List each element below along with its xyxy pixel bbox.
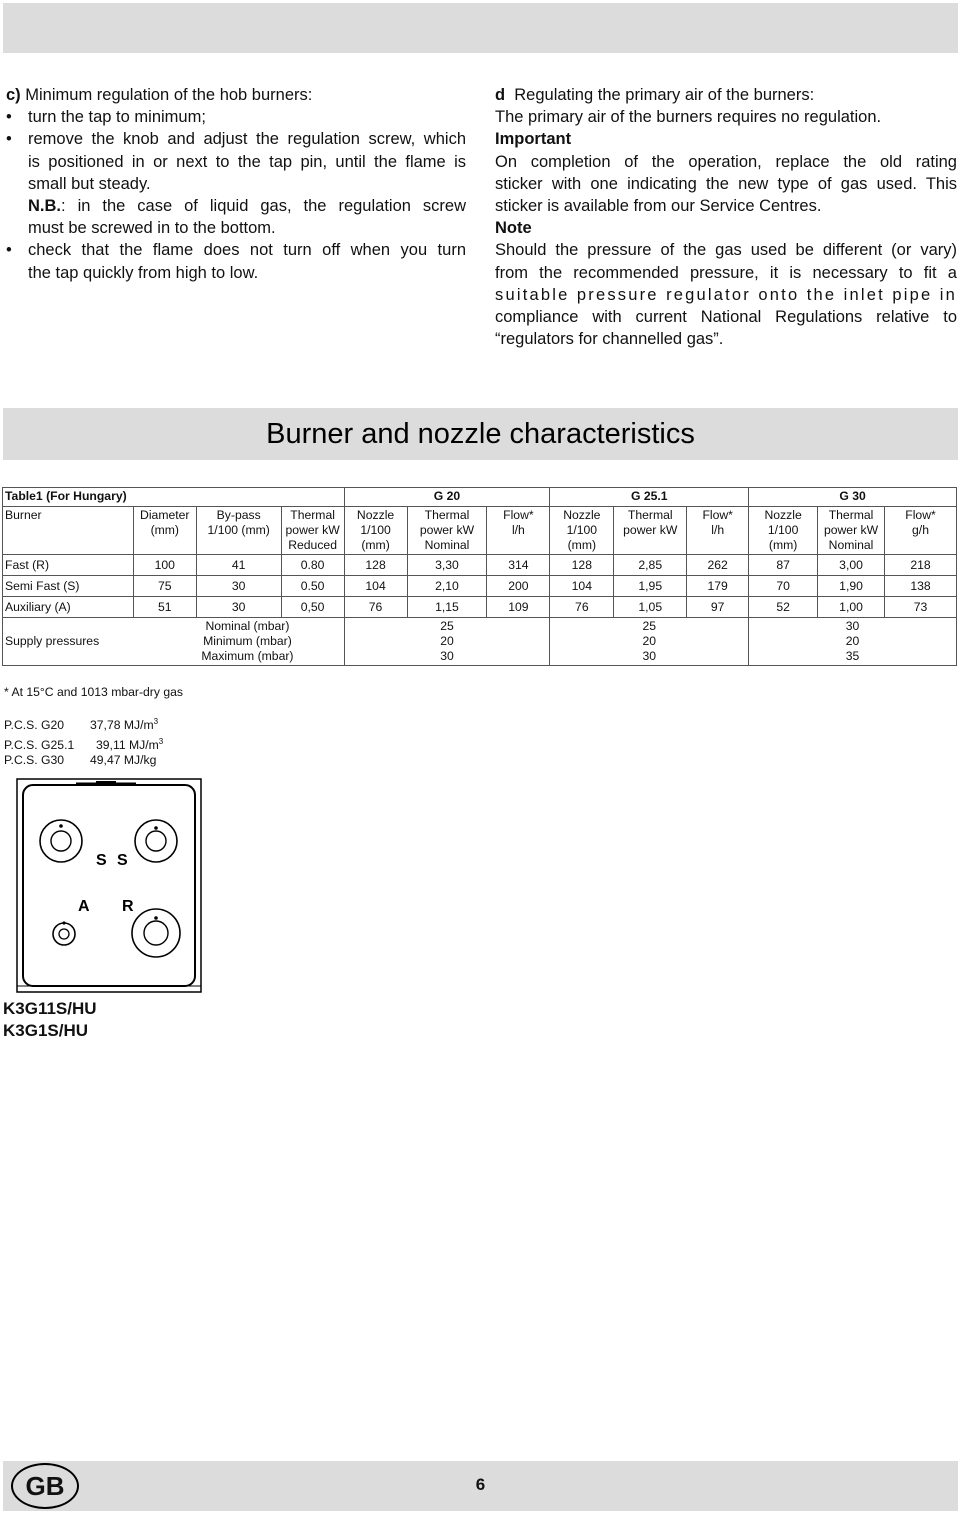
pcs-row: P.C.S. G20 37,78 $MJ/m^3$ [4,717,159,733]
left-heading: c) Minimum regulation of the hob burners: [6,86,313,104]
bullet-item: • check that the flame does not turn off when you turn [6,241,466,260]
hob-label-s: S [117,852,128,869]
top-header-bar [3,3,958,53]
hob-label-s: S [96,852,107,869]
nb-note: N.B.: in the case of liquid gas, the regulation screw [28,197,466,216]
right-column: d Regulating the primary air of the burners: The primary air of the burners requires no regulation. Important On completion of the operation, replace the old rating sticker with one indicating the new type of gas used. This sticker is available from our Service Centres. Note Should the pressure of the gas used be different (or vary) from the recommended pressure, it is necessary to fit a suitable pressure regulator onto the inlet pipe in compliance with current National Regulations relative to “regulators for channelled gas”. [495,86,957,349]
model-name: K3G1S/HU [3,1021,89,1040]
burner-bottom-right [132,909,180,957]
section-title: Burner and nozzle characteristics [266,417,695,450]
note-label: Note [495,219,532,238]
footnote: * At 15°C and 1013 mbar-dry gas [4,685,183,699]
hob-label-a: A [78,898,90,915]
bullet-item: • remove the knob and adjust the regulation screw, which [6,130,466,149]
left-column: c) Minimum regulation of the hob burners: • turn the tap to minimum; • remove the knob and adjust the regulation screw, which is positioned in or next to the tap pin, until the flame is small but steady. N.B.: in the case of liquid gas, the regulation screw must be screwed in to the bottom. • check that the flame does not turn off when you turn the tap quickly from high to low. [6,86,466,282]
model-list [3,998,97,1042]
gas-group-g30: G 30 [749,488,957,507]
hob-diagram [16,778,202,993]
pcs-values [4,714,163,769]
bullet-item: • turn the tap to minimum; [6,108,206,127]
page-number: 6 [475,1475,486,1494]
burner-top-left [40,820,82,862]
gas-group-g20: G 20 [344,488,550,507]
burner-nozzle-table [2,487,957,666]
section-title-banner [3,408,958,460]
pcs-row: P.C.S. G30 49,47 MJ/kg [4,753,157,768]
country-badge: GB [11,1463,79,1509]
hob-label-r: R [122,898,134,915]
gas-group-g251: G 25.1 [550,488,749,507]
table-caption: Table1 (For Hungary) [3,488,282,507]
burner-top-right [135,820,177,862]
table-row: Fast (R) 100 41 0.80 128 3,30 314 128 2,85 262 87 3,00 218 [3,555,957,576]
model-name: K3G11S/HU [3,999,97,1018]
footer-bar [3,1461,958,1511]
supply-pressures-row: Supply pressures Nominal (mbar) Minimum (mbar) Maximum (mbar) 25 20 30 25 20 30 30 20 35 [3,618,957,666]
table-header-row: Burner Diameter (mm) By-pass 1/100 (mm) Thermal power kW Reduced Nozzle 1/100 (mm) Thermal power kW Nominal Flow* l/h Nozzle 1/100 (mm) Thermal power kW Flow* l/h Nozzle 1/100 (mm) Thermal power kW Nominal Flow* g/h [3,507,957,555]
important-label: Important [495,130,572,149]
burner-bottom-left [53,921,75,945]
table-caption-row [3,488,957,507]
table-row: Semi Fast (S) 75 30 0.50 104 2,10 200 104 1,95 179 70 1,90 138 [3,576,957,597]
table-row: Auxiliary (A) 51 30 0,50 76 1,15 109 76 1,05 97 52 1,00 73 [3,597,957,618]
right-heading: d Regulating the primary air of the burners: [495,86,815,104]
pcs-row: P.C.S. G25.1 39,11 $MJ/m^3$ [4,736,164,752]
